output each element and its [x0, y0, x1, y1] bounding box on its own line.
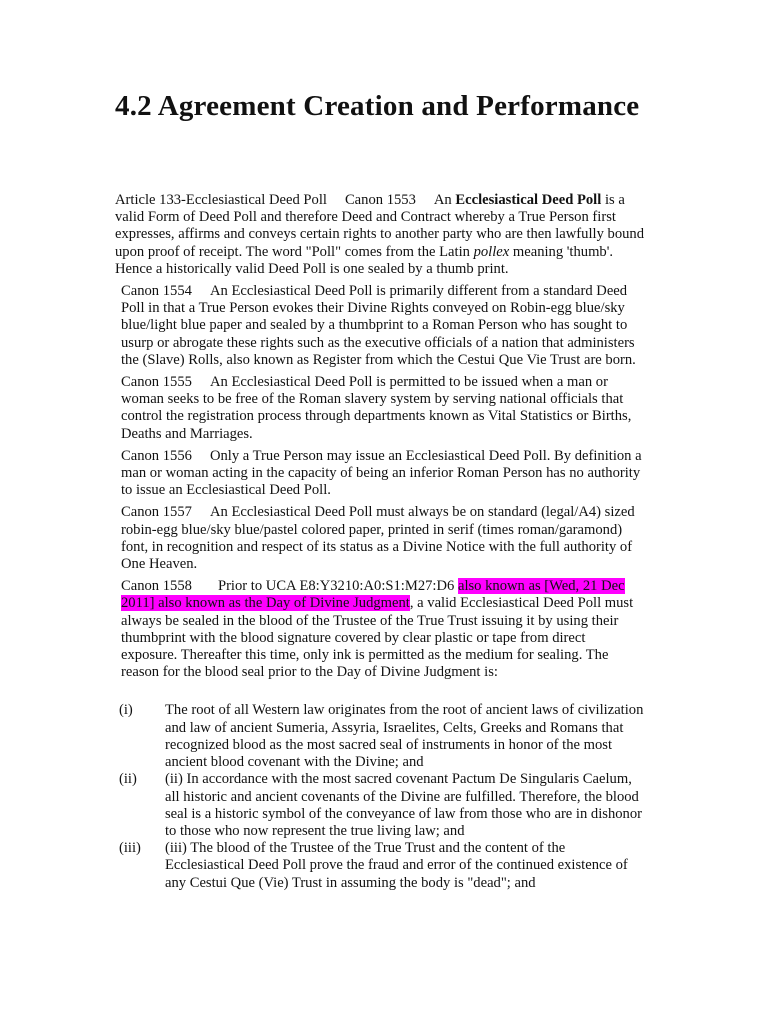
page-title: 4.2 Agreement Creation and Performance [115, 90, 640, 122]
article-lead: Article 133-Ecclesiastical Deed Poll [115, 192, 327, 208]
canon-label: Canon 1557 [121, 504, 192, 521]
canon-text: An Ecclesiastical Deed Poll is primarily different from a standard Deed Poll in that a True Person evokes their Divine Rights conveyed on Robin-egg blue/sky blue/light blue paper and sealed by a thumbprint to a Roman Person who has sought to usurp or abrogate these rights such as the executive officials of a nation that administers the (Slave) Rolls, also known as Register from which the Cestui Que Vie Trust are born. [121, 283, 636, 368]
list-item [115, 840, 645, 892]
canon-text: Prior to UCA E8:Y3210:A0:S1:M27:D6 [217, 578, 458, 595]
canon-text: An Ecclesiastical Deed Poll must always be on standard (legal/A4) sized robin-egg blue/sky blue/pastel colored paper, printed in serif (times roman/garamond) font, in recognition and respect of its status as a Divine Notice with the full authority of One Heaven. [121, 504, 635, 573]
intro-text: An [433, 192, 456, 208]
highlighted-text: also known as [Wed, 21 Dec 2011] also known as the Day of Divine Judgment [121, 578, 625, 612]
canon-paragraph [115, 374, 645, 443]
bold-term: Ecclesiastical Deed Poll [455, 192, 602, 208]
list-marker: (ii) [119, 771, 137, 788]
body-text: is a valid Form of Deed Poll and therefore Deed and Contract whereby a True Person first expresses, affirms and conveys certain rights to another party who are then lawfully bound upon proof of receipt. The word "Poll" comes from the Latin [115, 192, 645, 260]
list-item [115, 702, 645, 771]
article-paragraph [115, 192, 645, 278]
canon-paragraph [115, 448, 645, 500]
list-item-text: The root of all Western law originates from the root of ancient laws of civilization and law of ancient Sumeria, Assyria, Israelites, Celts, Greeks and Romans that recognized blood as the most sacred seal of instruments in honor of the most ancient blood covenant with the Divine; and [165, 702, 644, 771]
list-marker: (iii) [119, 840, 141, 857]
canon-paragraph [115, 283, 645, 369]
list-marker: (i) [119, 702, 133, 719]
list-item [115, 771, 645, 840]
canon-label: Canon 1555 [121, 374, 192, 391]
document-body [115, 192, 645, 892]
canon-text: Only a True Person may issue an Ecclesiastical Deed Poll. By definition a man or woman acting in the capacity of being an inferior Roman Person has no authority to issue an Ecclesiastical Deed Poll. [121, 447, 642, 499]
canon-paragraph [115, 504, 645, 573]
list-item-text: (ii) In accordance with the most sacred covenant Pactum De Singularis Caelum, all historic and ancient covenants of the Divine are fulfilled. Therefore, the blood seal is a historic symbol of the conveyance of law from those who are in dishonor to those who now represent the true living law; and [165, 771, 643, 839]
list-item-text: (iii) The blood of the Trustee of the True Trust and the content of the Ecclesiastical Deed Poll prove the fraud and error of the continued existence of any Cestui Que (Vie) Trust in assuming the body is "dead"; and [165, 840, 628, 891]
canon-text: An Ecclesiastical Deed Poll is permitted to be issued when a man or woman seeks to be free of the Roman slavery system by serving national officials that control the registration process through departments known as Vital Statistics or Births, Deaths and Marriages. [121, 374, 632, 442]
latin-term: pollex [473, 243, 510, 260]
canon-text: , a valid Ecclesiastical Deed Poll must always be sealed in the blood of the Trustee of the True Trust issuing it by using their thumbprint with the blood signature covered by clear plastic or tape from direct exposure. Thereafter this time, only ink is permitted as the medium for sealing. The reason for the blood seal prior to the Day of Divine Judgment is: [121, 595, 634, 681]
canon-label: Canon 1554 [121, 283, 192, 300]
canon-label: Canon 1558 [121, 578, 192, 595]
canon-paragraph [115, 578, 645, 681]
reason-list [115, 702, 645, 891]
canon-label: Canon 1556 [121, 447, 192, 464]
canon-label: Canon 1553 [344, 192, 416, 208]
body-text: meaning 'thumb'. Hence a historically valid Deed Poll is one sealed by a thumb print. [115, 243, 614, 277]
